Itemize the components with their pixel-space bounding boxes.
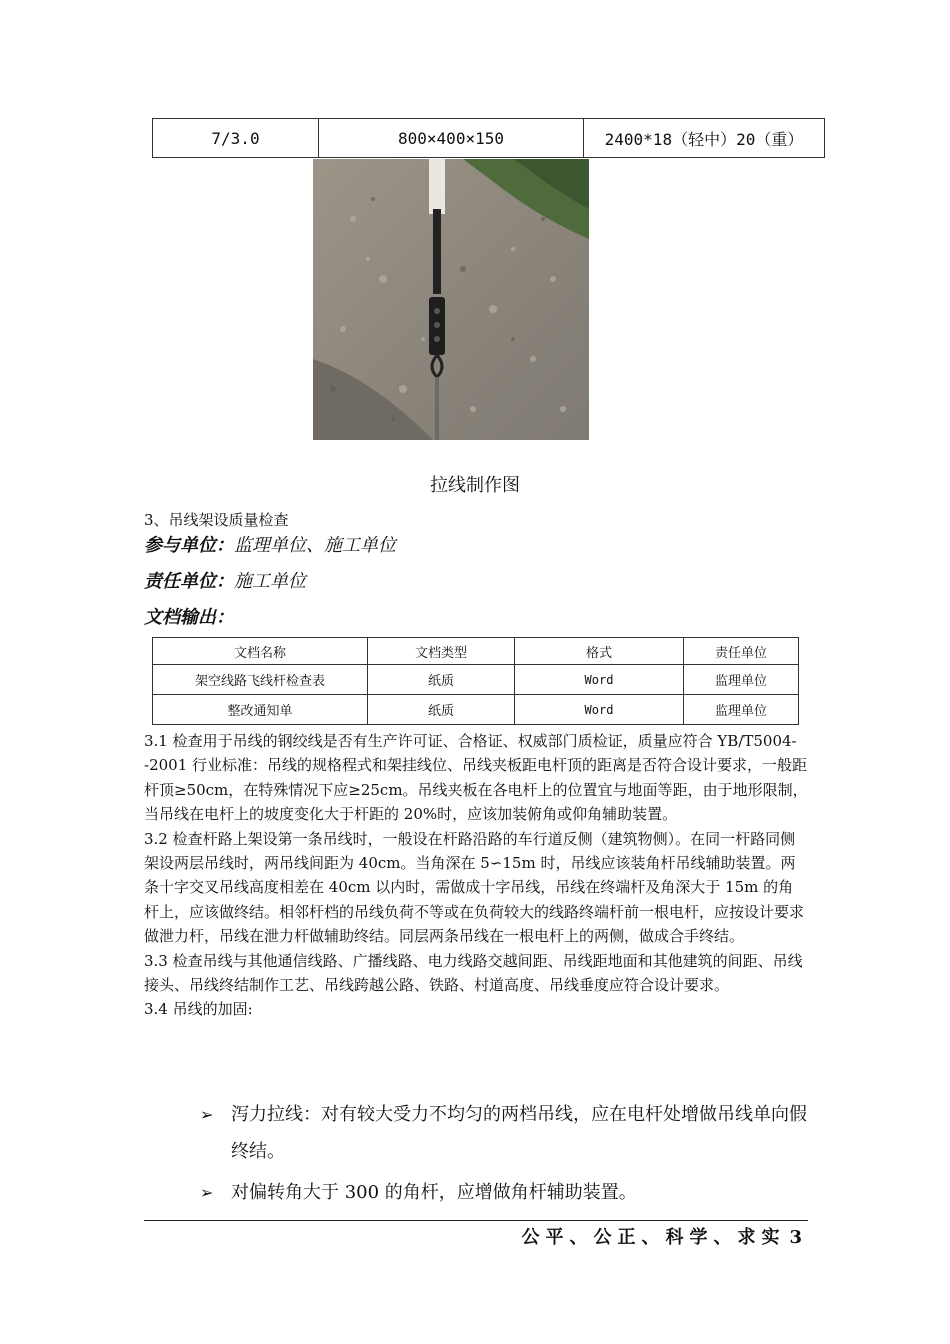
table-cell: 800×400×150 xyxy=(319,119,584,158)
responsible-label: 责任单位： xyxy=(144,571,234,592)
footer xyxy=(521,1223,808,1249)
arrow-bullet-icon: ➢ xyxy=(200,1105,214,1124)
page-number: 3 xyxy=(789,1227,808,1248)
table-header-cell: 文档名称 xyxy=(153,638,368,665)
table-header-cell: 责任单位 xyxy=(684,638,799,665)
table-cell: 架空线路飞线杆检查表 xyxy=(153,665,368,695)
output-line xyxy=(144,603,234,629)
table-cell: Word xyxy=(515,665,684,695)
list-item xyxy=(200,1096,812,1170)
footer-divider xyxy=(144,1220,808,1221)
bullet-list xyxy=(200,1096,812,1215)
table-cell: Word xyxy=(515,695,684,725)
participants-line xyxy=(144,531,396,557)
table-header-cell: 文档类型 xyxy=(368,638,515,665)
spec-table xyxy=(152,118,825,158)
participants-value: 监理单位、施工单位 xyxy=(234,535,396,556)
table-cell: 整改通知单 xyxy=(153,695,368,725)
figure-caption: 拉线制作图 xyxy=(430,475,520,496)
table-header-cell: 格式 xyxy=(515,638,684,665)
table-cell: 监理单位 xyxy=(684,665,799,695)
arrow-bullet-icon: ➢ xyxy=(200,1183,214,1202)
guy-wire-photo xyxy=(313,159,589,440)
table-cell: 监理单位 xyxy=(684,695,799,725)
document-output-table xyxy=(152,637,799,725)
table-row xyxy=(153,119,825,158)
table-header-row xyxy=(153,638,799,665)
table-cell: 7/3.0 xyxy=(153,119,319,158)
list-item-text: 对偏转角大于 300 的角杆，应增做角杆辅助装置。 xyxy=(231,1182,637,1203)
table-cell: 纸质 xyxy=(368,665,515,695)
table-row xyxy=(153,695,799,725)
output-label: 文档输出： xyxy=(144,607,234,628)
paragraph-3-2: 3.2 检查杆路上架设第一条吊线时，一般设在杆路沿路的车行道反侧（建筑物侧）。在同一杆路同侧架设两层吊线时，两吊线间距为 40cm。当角深在 5∽15m 时，吊线应该装角杆吊线辅助装置。两条十字交叉吊线高度相差在 40cm 以内时，需做成十字吊线，吊线在终端杆及角深大于 15m 的角杆上，应该做终结。相邻杆档的吊线负荷不等或在负荷较大的线路终端杆前一根电杆，应按设计要求做泄力杆，吊线在泄力杆做辅助终结。同层两条吊线在一根电杆上的两侧，做成合手终结。 xyxy=(144,829,805,946)
photo-illustration xyxy=(313,159,589,440)
table-cell: 2400*18（轻中）20（重） xyxy=(584,119,825,158)
table-cell: 纸质 xyxy=(368,695,515,725)
participants-label: 参与单位： xyxy=(144,535,234,556)
table-row xyxy=(153,665,799,695)
paragraph-3-4: 3.4 吊线的加固: xyxy=(144,1000,253,1019)
paragraph-3-1: 3.1 检查用于吊线的钢绞线是否有生产许可证、合格证、权威部门质检证，质量应符合 YB/T5004--2001 行业标准：吊线的规格程式和架挂线位、吊线夹板距电杆顶的距离是否符合设计要求，一般距杆顶≥50cm，在特殊情况下应≥25cm。吊线夹板在各电杆上的位置宜与地面等距，由于地形限制，当吊线在电杆上的坡度变化大于杆距的 20%时，应该加装俯角或仰角辅助装置。 xyxy=(144,732,808,824)
paragraph-3-3: 3.3 检查吊线与其他通信线路、广播线路、电力线路交越间距、吊线距地面和其他建筑的间距、吊线接头、吊线终结制作工艺、吊线跨越公路、铁路、村道高度、吊线垂度应符合设计要求。 xyxy=(144,951,803,995)
responsible-value: 施工单位 xyxy=(234,571,306,592)
list-item xyxy=(200,1174,812,1211)
body-paragraphs xyxy=(144,729,808,1022)
footer-motto: 公平、公正、科学、求实 xyxy=(521,1227,786,1248)
responsible-line xyxy=(144,567,306,593)
list-item-text: 泻力拉线：对有较大受力不均匀的两档吊线，应在电杆处增做吊线单向假终结。 xyxy=(231,1104,807,1162)
section-heading: 3、吊线架设质量检查 xyxy=(144,511,289,529)
